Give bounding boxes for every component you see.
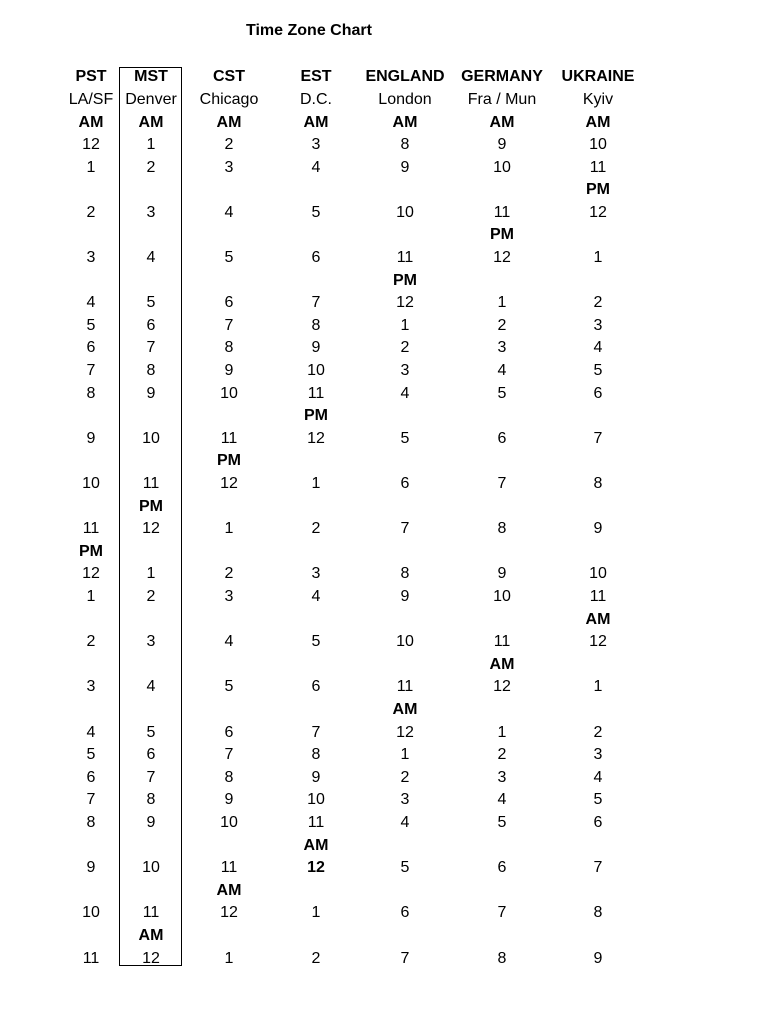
ampm-marker: AM (303, 836, 329, 854)
time-cell: 6 (224, 294, 234, 312)
time-cell: 7 (497, 904, 507, 922)
time-cell: 12 (82, 565, 100, 583)
ampm-germany: AM (489, 114, 515, 131)
time-cell: 3 (86, 249, 96, 266)
time-cell: 8 (400, 136, 410, 153)
ampm-marker: AM (392, 701, 418, 718)
ampm-pst: AM (78, 114, 104, 131)
time-cell: 8 (224, 768, 234, 786)
time-cell: 8 (86, 384, 96, 402)
time-cell: 1 (86, 588, 96, 605)
time-cell: 4 (497, 791, 507, 809)
ampm-marker: PM (79, 542, 103, 560)
time-cell: 2 (224, 136, 234, 153)
time-cell: 10 (589, 565, 607, 583)
time-cell: 4 (311, 588, 321, 605)
time-cell: 9 (593, 949, 603, 967)
time-cell: 6 (146, 316, 156, 334)
time-cell: 11 (589, 588, 607, 605)
time-cell: 10 (396, 203, 414, 221)
time-cell: 10 (82, 904, 100, 922)
time-cell: 4 (146, 249, 156, 266)
time-cell: 2 (146, 158, 156, 176)
time-cell: 6 (86, 339, 96, 357)
time-cell: 8 (400, 565, 410, 583)
time-cell: 7 (86, 362, 96, 379)
time-cell: 5 (593, 362, 603, 379)
time-cell: 6 (311, 678, 321, 696)
time-cell: 2 (400, 339, 410, 357)
ampm-marker: PM (393, 271, 417, 289)
time-cell: 5 (400, 859, 410, 877)
time-cell: 8 (497, 520, 507, 538)
ampm-marker: AM (489, 655, 515, 673)
time-cell: 1 (224, 949, 234, 967)
time-cell: 3 (224, 588, 234, 605)
time-cell: 3 (400, 362, 410, 379)
time-cell: 1 (146, 565, 156, 583)
time-cell: 12 (493, 678, 511, 696)
time-cell: 5 (86, 746, 96, 764)
time-cell: 1 (311, 904, 321, 922)
time-cell: 7 (400, 949, 410, 967)
header-germany: GERMANY (461, 68, 543, 85)
time-cell: 7 (593, 429, 603, 447)
time-cell: 1 (497, 294, 507, 312)
time-cell: 8 (593, 904, 603, 922)
time-cell: 11 (220, 859, 238, 877)
time-cell: 9 (146, 384, 156, 402)
time-cell: 8 (224, 339, 234, 357)
time-cell: 4 (311, 158, 321, 176)
time-cell: 12 (307, 859, 325, 877)
time-cell: 11 (142, 475, 160, 492)
time-cell: 10 (142, 429, 160, 447)
time-cell: 5 (224, 249, 234, 266)
time-cell: 12 (220, 475, 238, 492)
time-cell: 3 (311, 565, 321, 583)
time-cell: 5 (86, 316, 96, 334)
time-cell: 2 (593, 723, 603, 741)
ampm-england: AM (392, 114, 418, 131)
time-cell: 2 (593, 294, 603, 312)
header-est: EST (300, 68, 332, 85)
chart-title: Time Zone Chart (246, 22, 372, 39)
time-cell: 9 (146, 814, 156, 831)
time-cell: 2 (86, 203, 96, 221)
ampm-marker: AM (138, 927, 164, 944)
time-cell: 12 (142, 949, 160, 967)
time-cell: 12 (142, 520, 160, 538)
time-cell: 10 (493, 158, 511, 176)
time-cell: 11 (82, 949, 100, 967)
time-cell: 3 (86, 678, 96, 696)
time-cell: 2 (497, 746, 507, 764)
time-cell: 7 (86, 791, 96, 809)
time-cell: 9 (224, 362, 234, 379)
time-cell: 11 (589, 158, 607, 176)
time-cell: 9 (224, 791, 234, 809)
time-cell: 12 (396, 294, 414, 312)
time-cell: 5 (146, 294, 156, 312)
time-cell: 8 (146, 791, 156, 809)
time-cell: 3 (146, 633, 156, 651)
time-cell: 7 (311, 294, 321, 312)
city-mst: Denver (125, 91, 177, 108)
time-cell: 8 (86, 814, 96, 831)
time-cell: 11 (220, 429, 238, 447)
time-cell: 3 (497, 339, 507, 357)
time-cell: 6 (497, 429, 507, 447)
time-cell: 4 (593, 768, 603, 786)
city-est: D.C. (300, 91, 332, 108)
time-cell: 6 (224, 723, 234, 741)
header-cst: CST (213, 68, 245, 85)
time-cell: 4 (497, 362, 507, 379)
time-cell: 1 (593, 678, 603, 696)
time-cell: 6 (400, 904, 410, 922)
time-cell: 1 (224, 520, 234, 538)
time-cell: 8 (497, 949, 507, 967)
time-cell: 11 (493, 203, 511, 221)
time-cell: 12 (589, 203, 607, 221)
time-cell: 1 (311, 475, 321, 492)
time-cell: 4 (593, 339, 603, 357)
time-cell: 11 (396, 678, 414, 696)
time-cell: 6 (593, 814, 603, 831)
time-cell: 8 (311, 316, 321, 334)
ampm-marker: PM (586, 181, 610, 199)
ampm-marker: PM (490, 226, 514, 244)
time-cell: 3 (593, 316, 603, 334)
time-cell: 10 (307, 791, 325, 809)
time-cell: 4 (86, 294, 96, 312)
time-cell: 11 (82, 520, 100, 538)
time-cell: 5 (311, 203, 321, 221)
city-cst: Chicago (199, 91, 259, 108)
time-cell: 3 (146, 203, 156, 221)
city-ukraine: Kyiv (582, 91, 614, 108)
time-cell: 10 (82, 475, 100, 492)
time-cell: 2 (497, 316, 507, 334)
time-cell: 7 (311, 723, 321, 741)
time-cell: 1 (400, 316, 410, 334)
time-cell: 5 (497, 384, 507, 402)
time-cell: 7 (400, 520, 410, 538)
time-cell: 2 (311, 520, 321, 538)
time-cell: 12 (307, 429, 325, 447)
header-ukraine: UKRAINE (561, 68, 635, 85)
time-cell: 10 (220, 814, 238, 831)
city-england: London (378, 91, 432, 108)
time-cell: 2 (86, 633, 96, 651)
time-cell: 2 (146, 588, 156, 605)
time-cell: 7 (497, 475, 507, 492)
time-cell: 7 (146, 339, 156, 357)
time-cell: 6 (311, 249, 321, 266)
time-cell: 11 (396, 249, 414, 266)
time-cell: 6 (86, 768, 96, 786)
time-cell: 9 (86, 859, 96, 877)
time-cell: 12 (82, 136, 100, 153)
time-cell: 2 (400, 768, 410, 786)
time-cell: 6 (146, 746, 156, 764)
time-cell: 11 (307, 814, 325, 831)
time-cell: 9 (400, 588, 410, 605)
time-cell: 1 (86, 158, 96, 176)
time-cell: 10 (589, 136, 607, 153)
city-pst: LA/SF (68, 91, 114, 108)
time-cell: 12 (493, 249, 511, 266)
time-cell: 6 (497, 859, 507, 877)
time-cell: 5 (400, 429, 410, 447)
time-cell: 5 (593, 791, 603, 809)
time-cell: 10 (307, 362, 325, 379)
time-cell: 12 (589, 633, 607, 651)
time-cell: 8 (146, 362, 156, 379)
ampm-est: AM (303, 114, 329, 131)
time-cell: 11 (307, 384, 325, 402)
time-cell: 4 (224, 633, 234, 651)
time-cell: 1 (400, 746, 410, 764)
time-cell: 9 (311, 339, 321, 357)
time-cell: 5 (224, 678, 234, 696)
time-cell: 4 (400, 814, 410, 831)
time-cell: 2 (224, 565, 234, 583)
time-cell: 10 (220, 384, 238, 402)
ampm-ukraine: AM (585, 114, 611, 131)
ampm-marker: PM (139, 497, 163, 515)
time-cell: 3 (224, 158, 234, 176)
ampm-mst: AM (138, 114, 164, 131)
time-cell: 10 (493, 588, 511, 605)
time-cell: 6 (593, 384, 603, 402)
header-pst: PST (75, 68, 107, 85)
time-cell: 5 (311, 633, 321, 651)
time-cell: 9 (593, 520, 603, 538)
time-cell: 3 (400, 791, 410, 809)
header-mst: MST (134, 68, 168, 85)
city-germany: Fra / Mun (467, 91, 537, 108)
time-cell: 8 (593, 475, 603, 492)
ampm-marker: PM (304, 407, 328, 425)
time-cell: 4 (146, 678, 156, 696)
time-cell: 7 (224, 316, 234, 334)
time-cell: 2 (311, 949, 321, 967)
time-cell: 3 (497, 768, 507, 786)
time-cell: 7 (146, 768, 156, 786)
time-cell: 3 (311, 136, 321, 153)
time-cell: 9 (497, 136, 507, 153)
time-cell: 4 (400, 384, 410, 402)
time-cell: 9 (400, 158, 410, 176)
time-cell: 1 (593, 249, 603, 266)
time-cell: 12 (396, 723, 414, 741)
time-cell: 11 (142, 904, 160, 922)
time-cell: 10 (142, 859, 160, 877)
time-cell: 1 (497, 723, 507, 741)
time-cell: 4 (224, 203, 234, 221)
ampm-marker: AM (585, 610, 611, 628)
time-cell: 1 (146, 136, 156, 153)
time-cell: 7 (593, 859, 603, 877)
time-cell: 9 (311, 768, 321, 786)
ampm-cst: AM (216, 114, 242, 131)
time-cell: 6 (400, 475, 410, 492)
time-cell: 8 (311, 746, 321, 764)
header-england: ENGLAND (365, 68, 445, 85)
time-cell: 10 (396, 633, 414, 651)
time-cell: 12 (220, 904, 238, 922)
time-cell: 11 (493, 633, 511, 651)
time-cell: 5 (497, 814, 507, 831)
time-cell: 3 (593, 746, 603, 764)
ampm-marker: AM (216, 881, 242, 899)
time-cell: 4 (86, 723, 96, 741)
time-cell: 9 (497, 565, 507, 583)
ampm-marker: PM (217, 452, 241, 470)
time-cell: 9 (86, 429, 96, 447)
time-cell: 7 (224, 746, 234, 764)
time-cell: 5 (146, 723, 156, 741)
